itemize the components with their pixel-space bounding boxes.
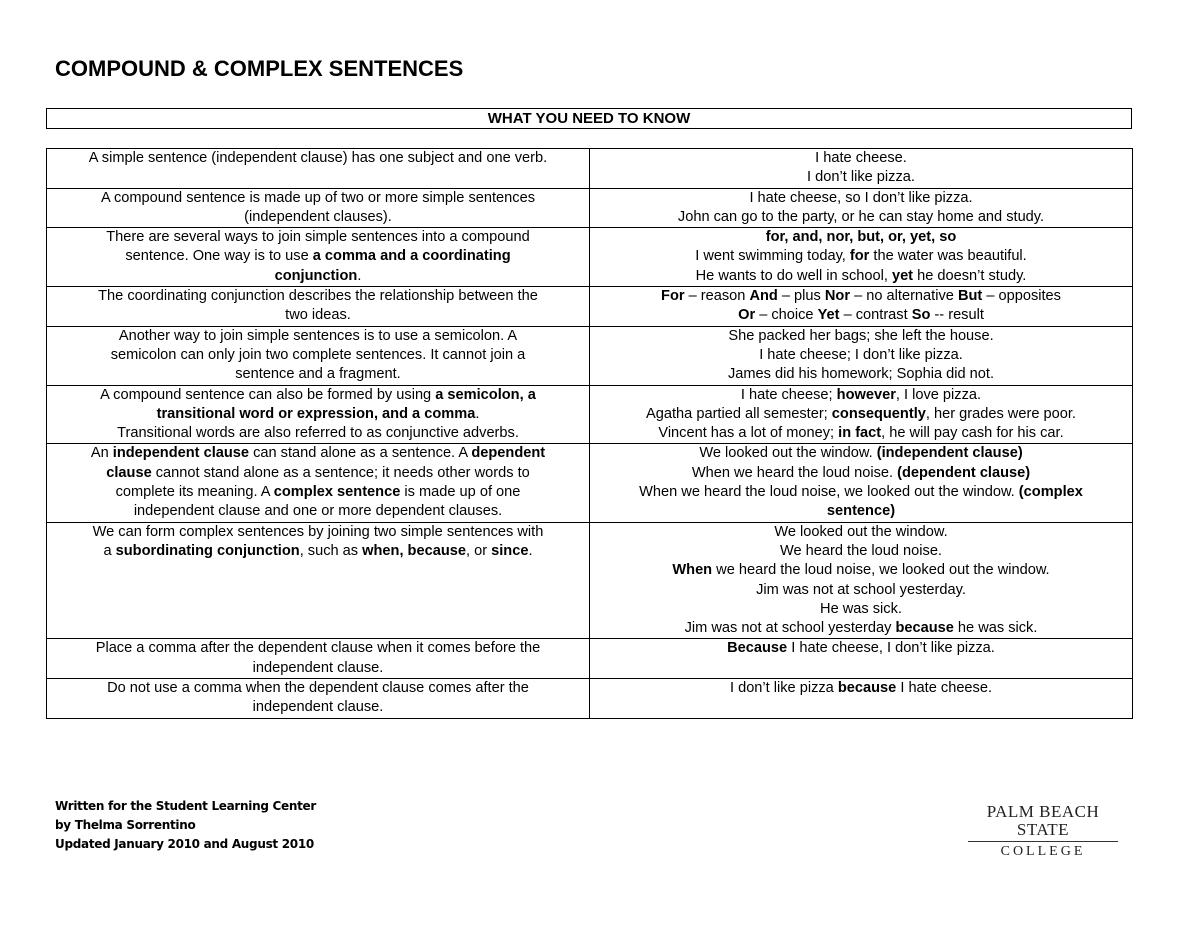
text-run: A compound sentence is made up of two or more simple sentences: [101, 189, 535, 206]
bold-text: for: [849, 248, 870, 265]
left-cell-line: [53, 502, 583, 521]
left-cell-line: [53, 679, 583, 698]
left-cell-line: [53, 228, 583, 247]
text-run: can stand alone as a sentence. A: [249, 445, 472, 462]
bold-text: So: [911, 307, 931, 324]
text-run: When we heard the loud noise, we looked out the window.: [639, 484, 1019, 501]
text-run: She packed her bags; she left the house.: [728, 327, 994, 344]
example-cell: [590, 149, 1133, 189]
text-run: There are several ways to join simple sentences into a compound: [106, 229, 530, 246]
left-cell-line: [53, 189, 583, 208]
rule-cell: [47, 385, 590, 444]
right-cell-line: [596, 267, 1126, 286]
right-cell-line: [596, 619, 1126, 638]
left-cell-line: [53, 639, 583, 658]
text-run: I went swimming today,: [695, 248, 850, 265]
text-run: two ideas.: [285, 307, 351, 324]
table-row: [47, 444, 1133, 522]
left-cell-line: [53, 542, 583, 561]
text-run: (independent clauses).: [244, 208, 392, 225]
bold-text: a semicolon, a: [435, 386, 536, 403]
text-run: we heard the loud noise, we looked out the window.: [712, 562, 1050, 579]
right-cell-line: [596, 502, 1126, 521]
text-run: , her grades were poor.: [925, 405, 1076, 422]
text-run: When we heard the loud noise.: [691, 464, 898, 481]
bold-text: because: [837, 680, 897, 697]
text-run: he doesn’t study.: [913, 267, 1027, 284]
table-row: [47, 228, 1133, 287]
text-run: I hate cheese; I don’t like pizza.: [759, 346, 963, 363]
bold-text: when, because: [362, 542, 466, 559]
text-run: – no alternative: [850, 288, 958, 305]
text-run: Place a comma after the dependent clause when it comes before the: [95, 640, 541, 657]
text-run: – choice: [755, 307, 818, 324]
text-run: .: [528, 542, 533, 559]
right-cell-line: [596, 287, 1126, 306]
text-run: – opposites: [982, 288, 1061, 305]
left-cell-line: [53, 444, 583, 463]
bold-text: When: [672, 562, 713, 579]
text-run: Agatha partied all semester;: [646, 405, 832, 422]
text-run: is made up of one: [400, 484, 521, 501]
text-run: -- result: [930, 307, 984, 324]
left-cell-line: [53, 287, 583, 306]
right-cell-line: [596, 149, 1126, 168]
text-run: I hate cheese, I don’t like pizza.: [787, 640, 995, 657]
rule-cell: [47, 639, 590, 679]
left-cell-line: [53, 483, 583, 502]
right-cell-line: [596, 208, 1126, 227]
text-run: , he will pay cash for his car.: [881, 425, 1064, 442]
rule-cell: [47, 522, 590, 639]
text-run: Do not use a comma when the dependent clause comes after the: [107, 680, 529, 697]
left-cell-line: [53, 327, 583, 346]
bold-text: transitional word or expression, and a comma: [156, 405, 476, 422]
left-cell-line: [53, 698, 583, 717]
right-cell-line: [596, 168, 1126, 187]
bold-text: consequently: [831, 405, 926, 422]
table-row: [47, 287, 1133, 327]
footer-line-updated: Updated January 2010 and August 2010: [55, 837, 314, 851]
bold-text: Nor: [824, 288, 851, 305]
rule-cell: [47, 188, 590, 228]
right-cell-line: [596, 228, 1126, 247]
text-run: independent clause.: [252, 659, 384, 676]
text-run: We looked out the window.: [774, 523, 948, 540]
bold-text: sentence): [826, 503, 896, 520]
left-cell-line: [53, 346, 583, 365]
text-run: I hate cheese.: [815, 150, 907, 166]
right-cell-line: [596, 306, 1126, 325]
text-run: complete its meaning. A: [115, 484, 274, 501]
text-run: Another way to join simple sentences is to use a semicolon. A: [118, 327, 518, 344]
table-row: [47, 149, 1133, 189]
text-run: .: [357, 267, 362, 284]
table-row: [47, 188, 1133, 228]
rule-cell: [47, 228, 590, 287]
right-cell-line: [596, 189, 1126, 208]
left-cell-line: [53, 208, 583, 227]
text-run: He was sick.: [820, 600, 902, 617]
table-row: [47, 522, 1133, 639]
right-cell-line: [596, 405, 1126, 424]
rule-cell: [47, 287, 590, 327]
example-cell: [590, 326, 1133, 385]
right-cell-line: [596, 581, 1126, 600]
text-run: , I love pizza.: [895, 386, 982, 403]
text-run: .: [475, 405, 480, 422]
text-run: Jim was not at school yesterday.: [756, 581, 966, 598]
bold-text: independent clause: [112, 445, 250, 462]
example-cell: [590, 444, 1133, 522]
text-run: A compound sentence can also be formed by using: [100, 386, 436, 403]
page-title: COMPOUND & COMPLEX SENTENCES: [55, 56, 464, 81]
text-run: Transitional words are also referred to as conjunctive adverbs.: [117, 425, 519, 442]
right-cell-line: [596, 444, 1126, 463]
text-run: , such as: [299, 542, 363, 559]
table-body: [47, 149, 1133, 719]
bold-text: But: [957, 288, 983, 305]
right-cell-line: [596, 424, 1126, 443]
footer-credits: [55, 797, 316, 854]
right-cell-line: [596, 639, 1126, 658]
text-run: a: [103, 542, 116, 559]
bold-text: Or: [738, 307, 756, 324]
table-row: [47, 326, 1133, 385]
text-run: semicolon can only join two complete sentences. It cannot join a: [110, 346, 526, 363]
example-cell: [590, 679, 1133, 719]
left-cell-line: [53, 386, 583, 405]
text-run: Vincent has a lot of money;: [658, 425, 839, 442]
text-run: , or: [465, 542, 492, 559]
bold-text: yet: [891, 267, 914, 284]
text-run: We looked out the window.: [699, 445, 877, 462]
bold-text: in fact: [838, 425, 882, 442]
example-cell: [590, 287, 1133, 327]
table-row: [47, 639, 1133, 679]
bold-text: because: [895, 620, 954, 637]
bold-text: since: [491, 542, 529, 559]
text-run: I hate cheese, so I don’t like pizza.: [749, 189, 973, 206]
bold-text: And: [749, 288, 778, 305]
right-cell-line: [596, 346, 1126, 365]
text-run: independent clause and one or more dependent clauses.: [133, 503, 503, 520]
text-run: – reason: [684, 288, 750, 305]
right-cell-line: [596, 600, 1126, 619]
left-cell-line: [53, 424, 583, 443]
left-cell-line: [53, 149, 583, 168]
section-banner: WHAT YOU NEED TO KNOW: [46, 108, 1132, 129]
right-cell-line: [596, 542, 1126, 561]
example-cell: [590, 522, 1133, 639]
text-run: A simple sentence (independent clause) has one subject and one verb.: [88, 150, 548, 166]
left-cell-line: [53, 267, 583, 286]
footer-line-author: by Thelma Sorrentino: [55, 818, 196, 832]
right-cell-line: [596, 327, 1126, 346]
right-cell-line: [596, 679, 1126, 698]
example-cell: [590, 188, 1133, 228]
example-cell: [590, 228, 1133, 287]
rule-cell: [47, 444, 590, 522]
content-table: [46, 148, 1133, 719]
text-run: We heard the loud noise.: [780, 542, 942, 559]
left-cell-line: [53, 523, 583, 542]
footer-line-written-for: Written for the Student Learning Center: [55, 799, 317, 813]
bold-text: (complex: [1018, 484, 1083, 501]
text-run: I hate cheese;: [740, 386, 837, 403]
rule-cell: [47, 679, 590, 719]
text-run: The coordinating conjunction describes the relationship between the: [98, 288, 538, 305]
bold-text: complex sentence: [273, 484, 401, 501]
right-cell-line: [596, 247, 1126, 266]
text-run: He wants to do well in school,: [695, 267, 892, 284]
text-run: sentence. One way is to use: [125, 248, 313, 265]
right-cell-line: [596, 523, 1126, 542]
rule-cell: [47, 149, 590, 189]
text-run: – contrast: [839, 307, 912, 324]
left-cell-line: [53, 365, 583, 384]
left-cell-line: [53, 464, 583, 483]
bold-text: For: [661, 288, 685, 305]
left-cell-line: [53, 405, 583, 424]
text-run: I hate cheese.: [896, 680, 993, 697]
college-logo: [968, 802, 1118, 859]
text-run: I don’t like pizza: [729, 680, 838, 697]
bold-text: dependent: [471, 445, 546, 462]
bold-text: for, and, nor, but, or, yet, so: [765, 229, 957, 246]
bold-text: subordinating conjunction: [115, 542, 300, 559]
text-run: – plus: [777, 288, 825, 305]
logo-line-2: COLLEGE: [1000, 844, 1086, 859]
bold-text: (dependent clause): [897, 464, 1031, 481]
table-row: [47, 385, 1133, 444]
right-cell-line: [596, 561, 1126, 580]
rule-cell: [47, 326, 590, 385]
example-cell: [590, 639, 1133, 679]
logo-line-1: PALM BEACH STATE: [986, 802, 1100, 839]
text-run: John can go to the party, or he can stay home and study.: [677, 208, 1045, 225]
bold-text: however: [836, 386, 896, 403]
text-run: We can form complex sentences by joining two simple sentences with: [92, 523, 544, 540]
text-run: Jim was not at school yesterday: [684, 620, 896, 637]
text-run: cannot stand alone as a sentence; it needs other words to: [151, 464, 530, 481]
text-run: sentence and a fragment.: [235, 366, 401, 383]
text-run: I don’t like pizza.: [807, 169, 915, 186]
text-run: An: [90, 445, 113, 462]
left-cell-line: [53, 659, 583, 678]
bold-text: clause: [106, 464, 152, 481]
text-run: the water was beautiful.: [869, 248, 1027, 265]
right-cell-line: [596, 365, 1126, 384]
bold-text: Yet: [817, 307, 840, 324]
left-cell-line: [53, 247, 583, 266]
bold-text: a comma and a coordinating: [312, 248, 511, 265]
example-cell: [590, 385, 1133, 444]
right-cell-line: [596, 464, 1126, 483]
bold-text: Because: [727, 640, 788, 657]
text-run: he was sick.: [953, 620, 1038, 637]
logo-divider: [968, 841, 1118, 842]
right-cell-line: [596, 483, 1126, 502]
text-run: independent clause.: [252, 699, 384, 716]
bold-text: conjunction: [274, 267, 358, 284]
bold-text: (independent clause): [876, 445, 1023, 462]
text-run: James did his homework; Sophia did not.: [727, 366, 995, 383]
table-row: [47, 679, 1133, 719]
left-cell-line: [53, 306, 583, 325]
right-cell-line: [596, 386, 1126, 405]
